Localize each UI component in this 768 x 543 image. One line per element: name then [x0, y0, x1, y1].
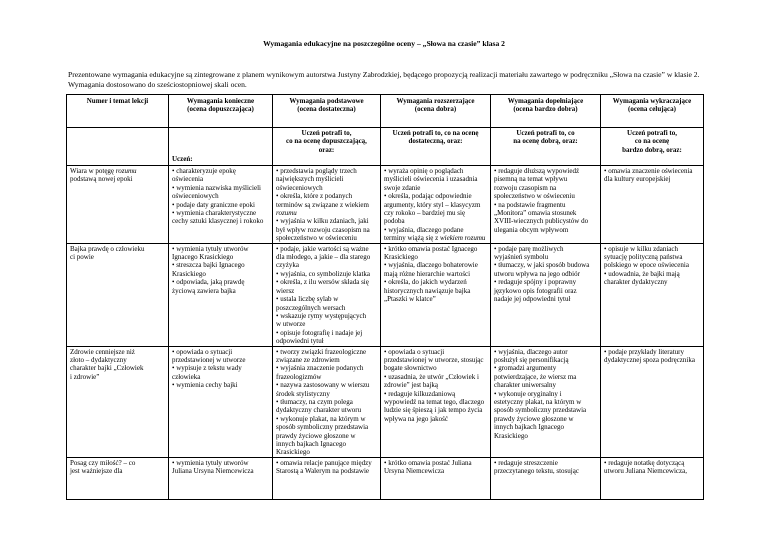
requirement-line: dla kultury europejskiej	[604, 175, 671, 184]
requirement-line: • wskazuje rymy występujących	[276, 311, 367, 320]
requirements-table	[66, 94, 704, 500]
lesson-topic-line: złoto – dydaktyczny	[70, 355, 127, 364]
column-header-line: (ocena celująca)	[627, 105, 676, 114]
requirement-cell	[491, 243, 601, 346]
requirement-line: dydaktyczny charakter utworu	[276, 406, 362, 415]
requirement-line: sytuację polityczną państwa	[604, 253, 683, 262]
requirement-line: dydaktycznej spoza podręcznika	[604, 355, 695, 364]
requirement-line: środek stylistyczny	[276, 389, 330, 398]
requirement-line: sposób symboliczny przedstawia	[276, 423, 369, 432]
lesson-topic-line: Wiara w potęgę rozumu	[70, 167, 137, 175]
requirement-cell	[381, 346, 491, 457]
requirement-line: • omawia znaczenie oświecenia	[604, 167, 693, 175]
lesson-topic-line: Posag czy miłość? – co	[70, 458, 136, 467]
requirement-line: • wyjaśnia, dlaczego autor	[494, 347, 568, 356]
requirement-cell	[491, 457, 601, 499]
requirement-line: nadaje jej odpowiedni tytuł	[494, 295, 571, 304]
requirement-line: frazeologizmów	[276, 372, 322, 381]
requirement-line: charakter uniwersalny	[494, 381, 556, 390]
column-subheader-line: Uczeń:	[172, 154, 193, 163]
requirement-line: • opisuje fotografię i nadaje jej	[276, 328, 363, 337]
requirement-line: społeczeństwo w oświeceniu	[276, 234, 357, 243]
column-header-line: Wymagania wykraczające	[612, 97, 692, 105]
requirement-line: polskiego w epoce oświecenia	[604, 261, 689, 270]
requirement-line: • na podstawie fragmentu	[494, 200, 566, 209]
requirement-line: • krótko omawia postać Ignacego	[384, 244, 478, 253]
column-subheader-line: bardzo dobrą, oraz:	[622, 145, 682, 154]
requirement-line: • redaguje kilkuzdaniową	[384, 389, 456, 398]
requirement-line: • wykonuje plakat, na którym w	[276, 414, 366, 423]
requirement-line: • podaje, jakie wartości są ważne	[276, 244, 369, 253]
column-header-6	[601, 95, 704, 128]
column-subheader-3	[273, 128, 381, 166]
column-subheader-line: na ocenę dobrą, oraz:	[513, 137, 578, 146]
requirement-line: terminów są związane z wiekiem	[276, 200, 369, 209]
column-header-line: Numer i temat lekcji	[86, 97, 149, 105]
column-subheader-1	[67, 128, 169, 166]
requirement-line: • redaguje dłuższą wypowiedź	[494, 167, 580, 175]
requirement-line: • wykonuje oryginalny i	[494, 389, 562, 398]
column-subheader-4	[381, 128, 491, 166]
requirement-line: cechy sztuki klasycznej i rokoko	[172, 217, 264, 226]
requirement-line: przeczytanego tekstu, stosując	[494, 467, 579, 476]
lesson-topic-line: jest ważniejsze dla	[70, 467, 123, 476]
requirement-line: • streszcza bajki Ignacego	[172, 261, 245, 270]
requirement-line: człowieka	[172, 372, 201, 381]
requirement-line: • wymienia nazwiska myślicieli	[172, 183, 261, 192]
requirement-cell	[491, 346, 601, 457]
requirement-line: Krasickiego	[276, 448, 310, 457]
requirement-line: wiersz	[276, 286, 295, 295]
lesson-topic-cell	[67, 243, 169, 346]
requirement-cell	[381, 457, 491, 499]
requirement-line: XVIII-wiecznych publicystów do	[494, 217, 589, 226]
requirement-line: • określa, do jakich wydarzeń	[384, 278, 467, 287]
requirement-line: ludzie się śpieszą i jak tempo życia	[384, 406, 483, 415]
requirement-line: • określa, z ilu wersów składa się	[276, 278, 369, 287]
requirement-line: prawdy życiowe głoszone w	[276, 431, 356, 440]
requirement-line: Ignacego Krasickiego	[172, 253, 234, 262]
requirement-line: • ustala liczbę sylab w	[276, 295, 339, 304]
requirement-line: • uzasadnia, że utwór „Człowiek i	[384, 372, 479, 381]
requirement-cell	[381, 166, 491, 244]
column-header-3	[273, 95, 381, 128]
requirement-line: • wyraża opinię o poglądach	[384, 167, 464, 175]
requirement-line: posłużył się personifikacją	[494, 355, 569, 364]
requirement-line: • wypisuje z tekstu wady	[172, 364, 242, 373]
intro-line: Wymagania dostosowano do sześciostopniowej skali ocen.	[68, 79, 247, 89]
requirement-line: rozwoju czasopism na	[494, 183, 557, 192]
requirement-cell	[273, 243, 381, 346]
column-subheader-5	[491, 128, 601, 166]
requirement-line: • nazywa zastosowany w wierszu	[276, 381, 370, 390]
requirement-line: rozumu	[276, 209, 297, 218]
column-header-1	[67, 95, 169, 128]
lesson-topic-line: Bajka prawdę o człowieku	[70, 244, 145, 253]
requirement-cell	[273, 457, 381, 499]
column-header-line: (ocena dobra)	[414, 105, 457, 114]
requirement-line: • wymienia charakterystyczne	[172, 209, 257, 218]
requirement-cell	[169, 166, 273, 244]
requirement-line: życiową zawiera bajka	[172, 286, 236, 295]
requirement-line: wypowiedź na temat tego, dlaczego	[384, 397, 485, 406]
requirement-line: • tłumaczy, na czym polega	[276, 397, 353, 406]
requirement-line: dla młodego, a jakie – dla starego	[276, 253, 371, 262]
requirement-cell	[169, 346, 273, 457]
document-title: Wymagania edukacyjne na poszczególne oceny – „Słowa na czasie” klasa 2	[263, 39, 505, 48]
requirement-line: bogate słownictwo	[384, 364, 437, 373]
requirement-line: językowo opis fotografii oraz	[494, 286, 577, 295]
requirement-line: w utworze	[276, 320, 306, 329]
requirement-line: „Monitora” omawia stosunek	[494, 209, 577, 218]
requirement-line: innych bajkach Ignacego	[276, 440, 346, 448]
requirement-line: • opowiada o sytuacji	[384, 347, 445, 356]
requirement-line: • redaguje spójny i poprawny	[494, 278, 577, 287]
requirement-line: utworu wpływa na jego odbiór	[494, 269, 580, 278]
requirement-line: oświecenia	[172, 175, 204, 184]
lesson-topic-line: charakter bajki „Człowiek	[70, 364, 144, 373]
table-row	[67, 457, 704, 499]
requirement-line: odpowiedni tytuł	[276, 337, 324, 346]
requirement-cell	[601, 346, 704, 457]
requirement-line: przedstawionej w utworze	[172, 355, 246, 364]
requirement-line: był wpływ rozwoju czasopism na	[276, 225, 370, 234]
requirement-line: Juliana Ursyna Niemcewicza	[172, 467, 254, 476]
requirement-line: ulegania obcym wpływom	[494, 225, 569, 234]
column-header-line: (ocena bardzo dobra)	[513, 105, 578, 114]
column-header-line: Wymagania podstawowe	[289, 97, 364, 105]
lesson-topic-cell	[67, 457, 169, 499]
requirement-cell	[169, 457, 273, 499]
requirement-line: wpływa na jego jakość	[384, 414, 448, 423]
column-subheader-6	[601, 128, 704, 166]
requirement-line: Krasickiego	[494, 431, 528, 440]
table-row	[67, 243, 704, 346]
lesson-topic-cell	[67, 166, 169, 244]
column-header-4	[381, 95, 491, 128]
lesson-topic-line: i zdrowie”	[70, 372, 100, 381]
column-header-2	[169, 95, 273, 128]
requirement-line: • wyjaśnia, dlaczego bohaterowie	[384, 261, 478, 270]
requirement-line: charakter dydaktyczny	[604, 278, 668, 287]
requirement-line: • podaje daty graniczne epoki	[172, 200, 255, 209]
requirement-line: • charakteryzuje epokę	[172, 167, 236, 175]
requirement-line: pisemną na temat wpływu	[494, 175, 568, 184]
requirement-line: Krasickiego	[384, 253, 418, 262]
requirement-line: • redaguje notatkę dotyczącą	[604, 458, 685, 467]
requirement-line: • wymienia cechy bajki	[172, 381, 238, 390]
requirement-line: • tłumaczy, w jaki sposób budowa	[494, 261, 590, 270]
column-subheader-line: Uczeń potrafi to, co na ocenę	[392, 129, 479, 137]
requirement-line: mają różne hierarchie wartości	[384, 269, 471, 278]
column-subheader-line: co na ocenę	[634, 137, 670, 146]
requirement-line: społeczeństwo w oświeceniu	[494, 192, 575, 201]
column-header-line: Wymagania dopełniające	[507, 97, 584, 105]
requirement-line: Ursyna Niemcewicza	[384, 467, 445, 476]
requirement-line: sposób symboliczny przedstawia	[494, 406, 587, 415]
requirement-line: • wymienia tytuły utworów	[172, 244, 249, 253]
requirement-line: przedstawionej w utworze, stosując	[384, 355, 484, 364]
requirement-line: • omawia relacje panujące między	[276, 458, 372, 467]
lesson-topic-line: podstawą nowej epoki	[70, 175, 133, 184]
intro-text	[68, 70, 728, 89]
column-subheader-line: dostateczną, oraz:	[408, 137, 463, 146]
requirement-line: Starostą a Walerym na podstawie	[276, 467, 370, 476]
requirement-line: • przedstawia poglądy trzech	[276, 167, 357, 175]
requirement-line: prawdy życiowe głoszone w	[494, 414, 574, 423]
column-subheader-line: Uczeń potrafi to,	[301, 129, 352, 137]
requirement-line: myślicieli oświecenia i uzasadnia	[384, 175, 478, 184]
column-subheader-2	[169, 128, 273, 166]
requirement-line: podoba	[384, 217, 405, 226]
column-subheader-line: oraz:	[318, 145, 335, 154]
requirement-cell	[601, 457, 704, 499]
requirement-line: • opowiada o sytuacji	[172, 347, 233, 356]
requirement-line: • podaje parę możliwych	[494, 244, 564, 253]
column-subheader-line: Uczeń potrafi to, co	[516, 129, 575, 137]
requirement-line: oświeceniowych	[172, 192, 219, 201]
requirement-line: oświeceniowych	[276, 183, 323, 192]
column-header-5	[491, 95, 601, 128]
requirement-cell	[601, 243, 704, 346]
requirement-line: • opisuje w kilku zdaniach	[604, 244, 678, 253]
lesson-topic-line: ci powie	[70, 253, 94, 262]
requirement-line: • wyjaśnia, co symbolizuje klatka	[276, 269, 371, 278]
column-header-line: Wymagania rozszerzające	[396, 97, 475, 105]
requirement-line: • krótko omawia postać Juliana	[384, 458, 472, 467]
column-header-line: (ocena dostateczna)	[297, 105, 356, 114]
requirement-line: historycznych nawiązuje bajka	[384, 286, 471, 295]
requirement-line: • gromadzi argumenty	[494, 364, 557, 373]
requirement-line: • odpowiada, jaką prawdę	[172, 278, 245, 287]
table-row	[67, 346, 704, 457]
requirement-line: „Ptaszki w klatce”	[384, 295, 436, 304]
requirement-cell	[273, 166, 381, 244]
requirement-line: • określa, które z podanych	[276, 192, 353, 201]
requirement-cell	[601, 166, 704, 244]
requirement-line: • redaguje streszczenie	[494, 458, 558, 467]
requirement-cell	[381, 243, 491, 346]
requirement-line: • podaje przykłady literatury	[604, 347, 685, 356]
requirement-line: • tworzy związki frazeologiczne	[276, 347, 367, 356]
requirement-line: czyżyka	[276, 261, 299, 270]
table-row	[67, 166, 704, 244]
requirement-line: potwierdzające, że wiersz ma	[494, 372, 577, 381]
requirement-line: • udowadnia, że bajki mają	[604, 269, 680, 278]
requirement-line: poszczególnych wersach	[276, 303, 346, 312]
requirement-line: terminy wiążą się z wiekiem rozumu	[384, 234, 486, 243]
requirement-line: • wyjaśnia, dlaczego podane	[384, 225, 464, 234]
column-header-line: Wymagania konieczne	[186, 97, 255, 105]
requirement-line: Krasickiego	[172, 269, 206, 278]
requirement-line: zdrowie” jest bajką	[384, 381, 439, 390]
lesson-topic-cell	[67, 346, 169, 457]
requirement-line: czy rokoko – bardziej mu się	[384, 209, 466, 218]
requirement-line: utworu Juliana Niemcewicza,	[604, 467, 687, 476]
requirement-line: • wyjaśnia w kilku zdaniach, jaki	[276, 217, 369, 226]
requirement-line: związane ze zdrowiem	[276, 355, 340, 364]
requirement-line: wyjaśnień symbolu	[494, 253, 549, 262]
requirement-line: swoje zdanie	[384, 183, 421, 192]
requirement-cell	[491, 166, 601, 244]
requirement-line: • wyjaśnia znaczenie podanych	[276, 364, 364, 373]
column-subheader-line: Uczeń potrafi to,	[627, 129, 677, 137]
intro-line: Prezentowane wymagania edukacyjne są zintegrowane z planem wynikowym autorstwa Justyny Zabrodzkiej, będącego propozycją realizacji materiału zawartego w podręczniku „Słowa na czasie” w klasie 2.	[68, 70, 700, 79]
lesson-topic-line: Zdrowie cenniejsze niż	[70, 347, 135, 356]
requirement-line: innych bajkach Ignacego	[494, 423, 564, 432]
requirement-cell	[169, 243, 273, 346]
column-subheader-line: co na ocenę dopuszczającą,	[286, 137, 367, 146]
requirement-line: • wymienia tytuły utworów	[172, 458, 249, 467]
requirement-line: argumenty, który styl – klasycyzm	[384, 200, 481, 209]
requirement-line: największych myślicieli	[276, 175, 344, 184]
requirement-line: estetyczny plakat, na którym w	[494, 397, 582, 406]
column-header-line: (ocena dopuszczająca)	[187, 105, 254, 114]
requirement-cell	[273, 346, 381, 457]
requirement-line: • określa, podając odpowiednie	[384, 192, 472, 201]
